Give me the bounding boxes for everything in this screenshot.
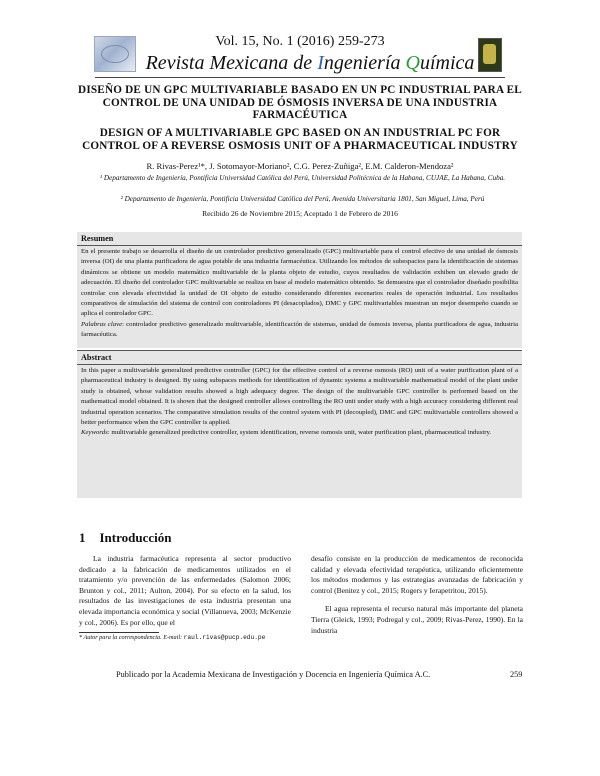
body-paragraph: desafío consiste en la producción de medicamentos de reconocida calidad y elevada efectividad terapéutica, utilizando eficientemente los métodos modernos y las estrategias avanzadas de fabricación y control (Benitez y col., 2015; Rogers y Ierapetritou, 2015).: [311, 554, 523, 595]
received-dates: Recibido 26 de Noviembre 2015; Aceptado 1 de Febrero de 2016: [202, 209, 398, 218]
body-column-left: [79, 554, 291, 628]
author-email[interactable]: raul.rivas@pucp.edu.pe: [183, 634, 266, 641]
author-list: R. Rivas-Perez¹*, J. Sotomayor-Moriano², C.G. Perez-Zuñiga², E.M. Calderon-Mendoza²: [146, 161, 454, 171]
body-paragraph: La industria farmacéutica representa al sector productivo dedicado a la fabricación de medicamentos utilizados en el tratamiento y/o prevención de las enfermedades (Salomon 2006; Brunton y col., 2011; Aulton, 2004). Por su efecto en la salud, los resultados de las investigaciones de esta industria presentan una elevada importancia económica y social (Villanueva, 2003; McKenzie y col., 2006). Es por ello, que el: [79, 554, 291, 627]
abstract-top-divider: [77, 350, 522, 351]
resumen-heading: Resumen: [81, 234, 114, 243]
abstract-keywords: : multivariable generalized predictive controller, system identification, reverse osmosis unit, water purification plant, pharmaceutical industry.: [107, 429, 492, 437]
resumen-divider: [77, 245, 522, 246]
resumen-box: [77, 232, 522, 348]
journal-emblem-icon: [94, 36, 136, 72]
affiliation-1: ¹ Departamento de Ingeniería, Pontificia Universidad Católica del Perú, Universidad Politécnica de la Habana, CUJAE, La Habana, Cuba.: [99, 174, 506, 182]
footnote: * Autor para la correspondencia. E-mail: raul.rivas@pucp.edu.pe: [79, 634, 266, 641]
body-paragraph: El agua representa el recurso natural más importante del planeta Tierra (Gleick, 1993; Podregal y col., 2009; Rivas-Perez, 1990). En la industria: [311, 604, 523, 635]
affiliation-2: ² Departamento de Ingeniería, Pontificia Universidad Católica del Perú, Avenida Universitaria 1801, San Miguel, Lima, Perú: [120, 195, 485, 203]
abstract-heading: Abstract: [81, 353, 112, 362]
footnote-divider: [79, 632, 159, 633]
journal-cover-icon: [478, 38, 502, 72]
resumen-keywords: : controlador predictivo generalizado multivariable, identificación de sistemas, unidad de ósmosis inversa, planta purificadora de agua, industria farmacéutica.: [81, 320, 518, 339]
resumen-keywords-label: Palabras clave: [81, 320, 123, 328]
volume-info: Vol. 15, No. 1 (2016) 259-273: [215, 34, 385, 49]
publisher-footer: Publicado por la Academia Mexicana de Investigación y Docencia en Ingeniería Química A.C.: [116, 670, 431, 679]
header-divider: [95, 77, 505, 78]
title-english: DESIGN OF A MULTIVARIABLE GPC BASED ON AN INDUSTRIAL PC FOR CONTROL OF A REVERSE OSMOSIS UNIT OF A PHARMACEUTICAL INDUSTRY: [82, 127, 518, 152]
section-title: Introducción: [99, 530, 172, 545]
abstract-keywords-label: Keywords: [81, 429, 108, 437]
journal-title: Revista Mexicana de Ingeniería Química: [145, 52, 475, 74]
body-column-right: [311, 554, 523, 636]
abstract-box: [77, 350, 522, 498]
page-number: 259: [510, 670, 523, 679]
abstract-divider: [77, 364, 522, 365]
section-number: 1: [79, 530, 86, 545]
title-spanish: DISEÑO DE UN GPC MULTIVARIABLE BASADO EN UN PC INDUSTRIAL PARA EL CONTROL DE UNA UNIDAD DE ÓSMOSIS INVERSA DE UNA INDUSTRIA FARMACÉUTICA: [78, 84, 522, 121]
section-heading: [79, 530, 172, 546]
abstract-text: In this paper a multivariable generalized predictive controller (GPC) for the effective control of a reverse osmosis (RO) unit of a water purification plant of a pharmaceutical industry is designed. By using subspaces methods for identification of dynamic systems a multivariable mathematical model of the plant under study is obtained, whose validation results showed a high adequacy degree. The design of the multivariable GPC controller is performed based on the mathematical model obtained. It is shown that the designed controller allows controlling the RO unit under study with a high accuracy considering different real industrial operation scenarios. The comparative simulation results of the control system with PI (decoupled), DMC and GPC multivariable controllers showed a better performance when the GPC controller is applied. Keywords: multivariable generalized predictive controller, system identification, reverse osmosis unit, water purification plant, pharmaceutical industry.: [81, 367, 518, 437]
resumen-text: En el presente trabajo se desarrolla el diseño de un controlador predictivo generalizado (GPC) multivariable para el control efectivo de una unidad de ósmosis inversa (OI) de una planta purificadora de agua potable de una industria farmacéutica. Utilizando los métodos de subespacios para la identificación de sistemas dinámicos se obtiene un modelo matemático multivariable de la planta objeto de estudio, cuyos resultados de validación exhiben un elevado grado de adecuación. El diseño del controlador GPC multivariable se realiza en base al modelo matemático obtenido. Se demuestra que el controlador diseñado posibilita controlar con elevada efectividad la unidad de OI objeto de estudio considerando diferentes escenarios reales de operación industrial. Los resultados comparativos de simulación del sistema de control con controladores PI (desacoplados), DMC y GPC multivariables muestran un mejor desempeño cuando se aplica el controlador GPC. Palabras clave: controlador predictivo generalizado multivariable, identificación de sistemas, unidad de ósmosis inversa, planta purificadora de agua, industria farmacéutica.: [81, 248, 518, 339]
